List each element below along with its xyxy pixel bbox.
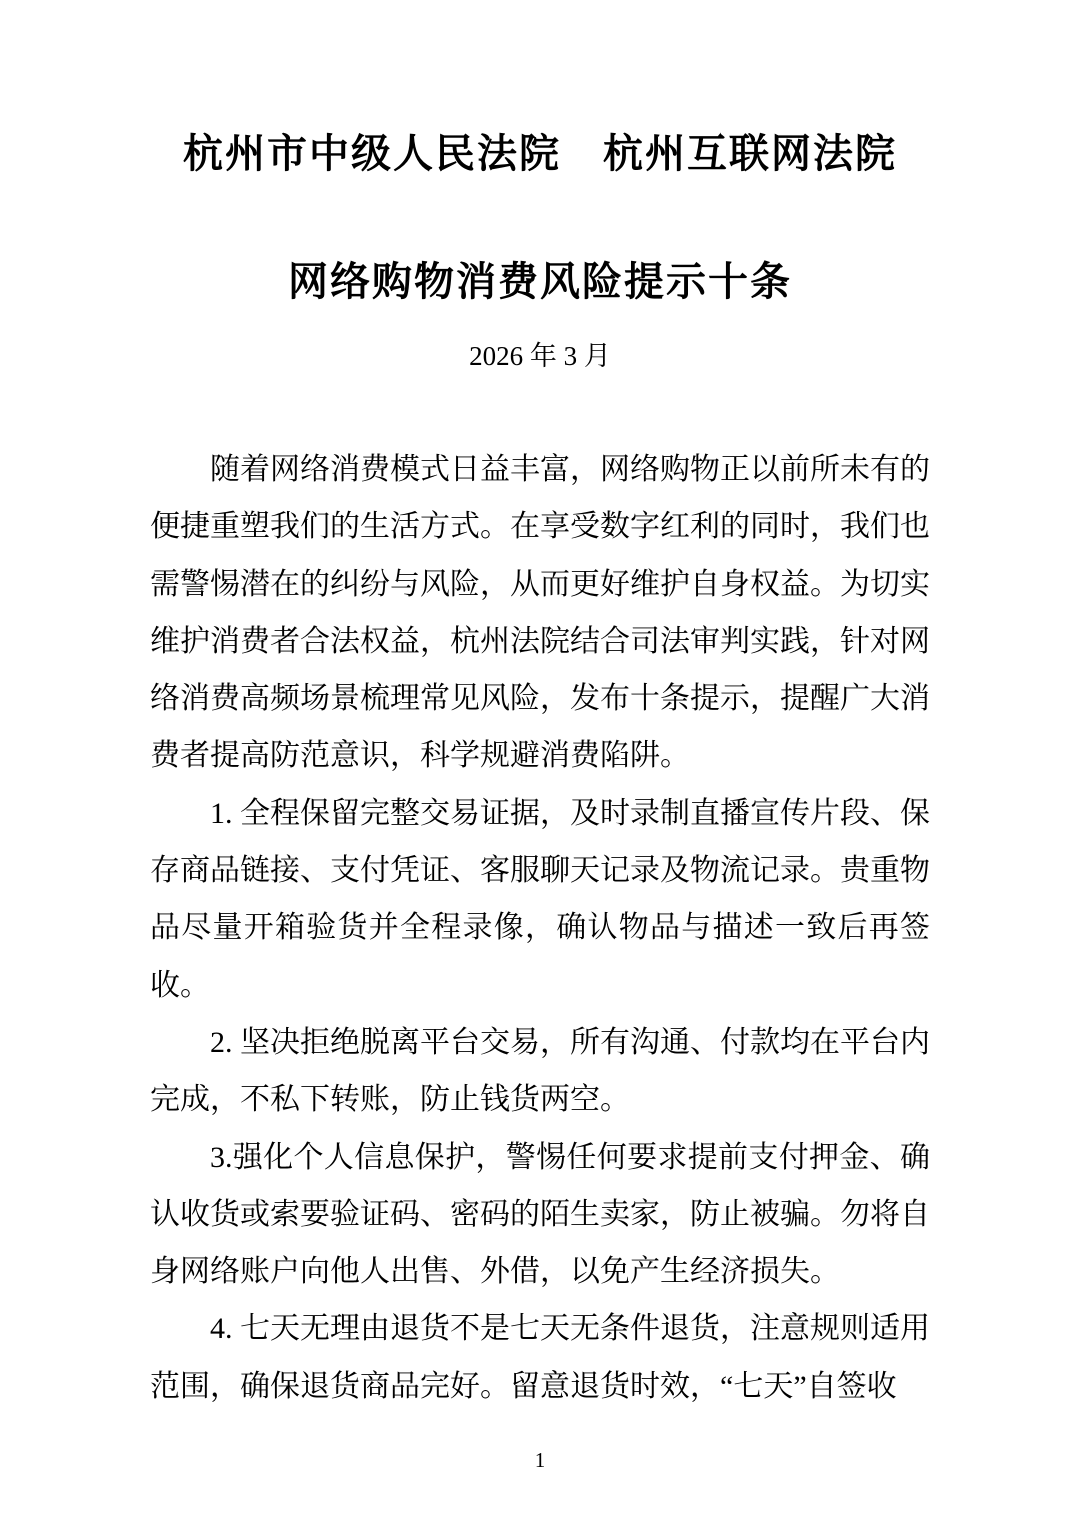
tip-item-2: 2. 坚决拒绝脱离平台交易，所有沟通、付款均在平台内完成，不私下转账，防止钱货两空。 [150, 1025, 930, 1117]
document-subtitle: 网络购物消费风险提示十条 [288, 259, 792, 304]
tip-item-1: 1. 全程保留完整交易证据，及时录制直播宣传片段、保存商品链接、支付凭证、客服聊天记录及物流记录。贵重物品尽量开箱验货并全程录像，确认物品与描述一致后再签收。 [150, 796, 930, 1002]
intro-paragraph: 随着网络消费模式日益丰富，网络购物正以前所未有的便捷重塑我们的生活方式。在享受数字红利的同时，我们也需警惕潜在的纠纷与风险，从而更好维护自身权益。为切实维护消费者合法权益，杭州法院结合司法审判实践，针对网络消费高频场景梳理常见风险，发布十条提示，提醒广大消费者提高防范意识，科学规避消费陷阱。 [150, 453, 930, 773]
document-title: 杭州市中级人民法院 杭州互联网法院 [183, 131, 897, 176]
page-number: 1 [534, 1448, 546, 1472]
tip-item-4: 4. 七天无理由退货不是七天无条件退货，注意规则适用范围，确保退货商品完好。留意退货时效，“七天”自签收 [150, 1312, 930, 1403]
tip-item-3: 3.强化个人信息保护，警惕任何要求提前支付押金、确认收货或索要验证码、密码的陌生卖家，防止被骗。勿将自身网络账户向他人出售、外借，以免产生经济损失。 [150, 1140, 930, 1289]
document-body [150, 441, 930, 1415]
document-date: 2026 年 3 月 [469, 341, 611, 371]
